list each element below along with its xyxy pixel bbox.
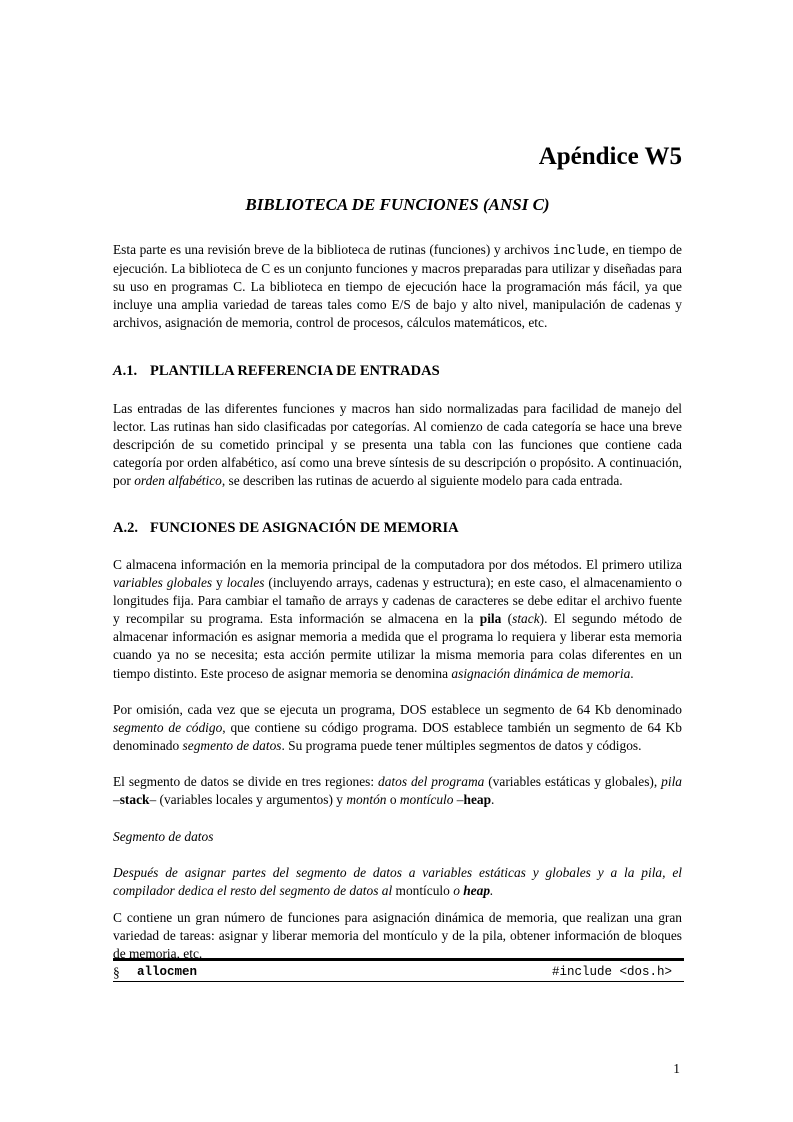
section1-paragraph: Las entradas de las diferentes funciones y macros han sido normalizadas para facilidad de manejo del lector. Las rutinas han sido clasificadas por categorías. Al comienzo de cada categoría se hace una breve descripción de su cometido principal y se presenta una tabla con las funciones que contiene cada categoría por orden alfabético, así como una breve síntesis de su descripción o propósito. A continuación, por orden alfabético, se describen las rutinas de acuerdo al siguiente modelo para cada entrada. bbox=[113, 401, 682, 489]
memory-paragraph-4: Después de asignar partes del segmento de datos a variables estáticas y globales y a la pila, el compilador dedica el resto del segmento de datos al montículo o heap. bbox=[113, 865, 682, 899]
section-symbol: § bbox=[113, 965, 120, 980]
section-heading-a1: A.1. PLANTILLA REFERENCIA DE ENTRADAS bbox=[113, 363, 440, 379]
memory-paragraph-5: C contiene un gran número de funciones para asignación dinámica de memoria, que realizan una gran variedad de tareas: asignar y liberar memoria del montículo y de la pila, obtener información de bloques de memoria, etc. bbox=[113, 910, 682, 962]
section-heading-a2: A.2. FUNCIONES DE ASIGNACIÓN DE MEMORIA bbox=[113, 520, 459, 536]
memory-paragraph-1: C almacena información en la memoria principal de la computadora por dos métodos. El primero utiliza variables globales y locales (incluyendo arrays, cadenas y estructura); en este caso, el almacenamiento o longitudes fija. Para cambiar el tamaño de arrays y cadenas de caracteres se debe editar el archivo fuente y recompilar su programa. Esta información se almacena en la pila (stack). El segundo método de almacenar información es asignar memoria a medida que el programa lo requiera y liberar esta memoria cuando ya no se necesita; esta acción permite utilizar la misma memoria para colas diferentes en un tiempo distinto. Este proceso de asignar memoria se denomina asignación dinámica de memoria. bbox=[113, 557, 682, 681]
page-number: 1 bbox=[673, 1061, 680, 1076]
function-name: allocmen bbox=[137, 965, 198, 979]
intro-paragraph: Esta parte es una revisión breve de la biblioteca de rutinas (funciones) y archivos include, en tiempo de ejecución. La biblioteca de C es un conjunto funciones y macros preparadas para utilizar y diseñadas para su uso en programas C. La biblioteca en tiempo de ejecución hace la programación más fácil, ya que incluye una amplia variedad de tareas tales como E/S de bajo y alto nivel, manipulación de cadenas y archivos, asignación de memoria, control de procesos, cálculos matemáticos, etc. bbox=[113, 242, 682, 331]
function-entry-bar bbox=[113, 958, 684, 982]
appendix-title: Apéndice W5 bbox=[538, 143, 682, 170]
subtitle: BIBLIOTECA DE FUNCIONES (ANSI C) bbox=[245, 195, 550, 214]
memory-paragraph-3: El segmento de datos se divide en tres regiones: datos del programa (variables estáticas y globales), pila –stack– (variables locales y argumentos) y montón o montículo –heap. bbox=[113, 774, 682, 808]
segment-label: Segmento de datos bbox=[113, 829, 214, 844]
function-include: #include <dos.h> bbox=[551, 965, 672, 979]
include-keyword: include bbox=[553, 244, 606, 258]
memory-paragraph-2: Por omisión, cada vez que se ejecuta un programa, DOS establece un segmento de 64 Kb denominado segmento de código, que contiene su código programa. DOS establece también un segmento de 64 Kb denominado segmento de datos. Su programa puede tener múltiples segmentos de datos y códigos. bbox=[113, 702, 683, 754]
